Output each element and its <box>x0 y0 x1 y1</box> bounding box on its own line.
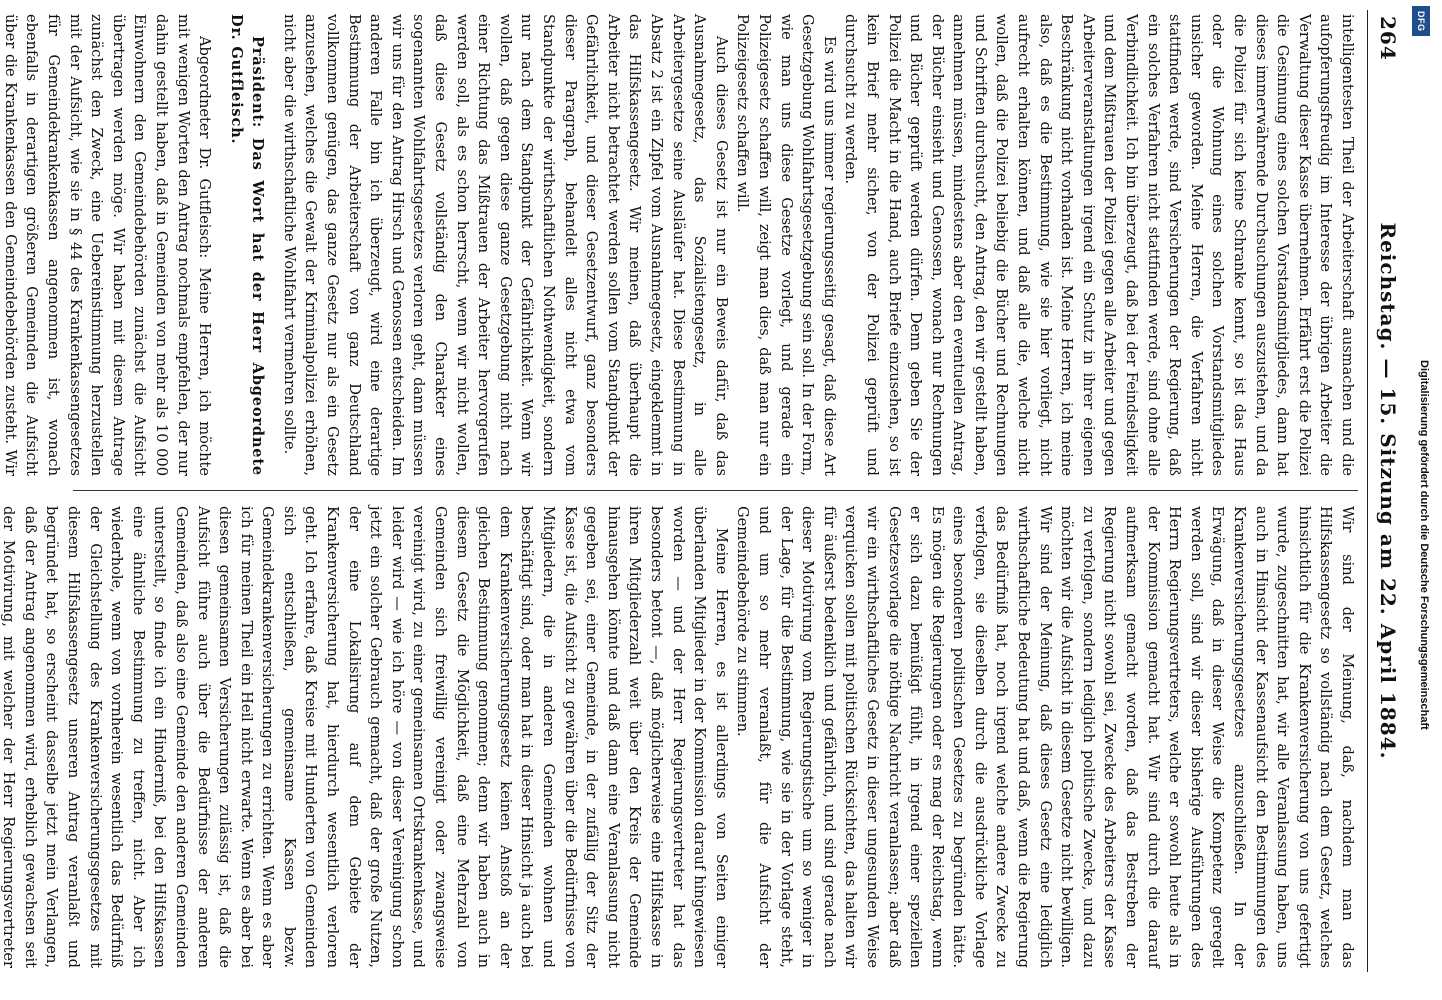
digitization-credit-text: Digitalisierung gefördert durch die Deutsche Forschungsgemeinschaft <box>1418 360 1430 730</box>
right-column <box>0 506 1358 968</box>
column-divider <box>73 490 1358 491</box>
dfg-logo: DFG <box>1412 6 1430 36</box>
paragraph: Es wird uns immer regierungsseitig gesagt, daß diese Art Gesetzgebung Wohlfahrtsgesetzgebung sein soll. In der Form, wie man uns diese Gesetze vorlegt, und gerade ein Polizeigesetz schaffen will, zeigt man dies, daß man nur ein Polizeigesetz schaffen will. <box>734 14 838 476</box>
page-header <box>1367 10 1408 972</box>
paragraph: Meine Herren, es ist allerdings von Seiten einiger überlanden Mitglieder in der Kommission darauf hingewiesen worden — und der Herr Regierungsvertreter hat das besonders betont —, daß möglicherweise eine Hilfskasse in ihren Mitgliederzahl weit über den Kreis der Gemeinde hinausgehen könnte und daß dann eine Veranlassung nicht gegeben sei, einer Gemeinde, in der zufällig der Sitz der Kasse ist, die Aufsicht zu gewähren über die Bedürfnisse von Mitgliedern, die in anderen Gemeinden wohnen und beschäftigt sind, oder man hat in dieser Hinsicht ja auch bei dem Krankenversicherungsgesetz keinen Anstoß an der gleichen Bestimmung genommen; denn wir haben auch in diesem Gesetz die Möglichkeit, daß eine Mehrzahl von Gemeinden sich freiwillig vereinigt oder zwangsweise vereinigt wird, zu einer gemeinsamen Ortskrankenkasse, und leider wird — wie ich höre — von dieser Vereinigung schon jetzt ein solcher Gebrauch gemacht, daß der große Nutzen, der eine Lokalisirung auf dem Gebiete der Krankenversicherung hat, hierdurch wesentlich verloren geht. Ich erfahre, daß Kreise mit Hunderten von Gemeinden sich entschließen, gemeinsame Kassen bezw. Gemeindekrankenversicherungen zu errichten. Wenn es aber ich für meinen Theil ein Heil nicht erwarte. Wenn es aber bei diesen gemeinsamen Versicherungen zulässig ist, daß die Aufsicht führe auch über die Bedürfnisse der anderen Gemeinden, daß also eine Gemeinde den anderen Gemeinden unterstellt, so finde ich ein Hinderniß, bei den Hilfskassen eine ähnliche Bestimmung zu treffen, nicht. Aber ich wiederhole, wenn von vornherein wesentlich das Bedürfniß der Gleichstellung des Krankenversicherungsgesetzes mit diesem Hilfskassengesetz unseren Antrag veranlaßt und begründet hat, so erscheint dasselbe jetzt mein Verlangen, daß der Antrag angenommen wird, erheblich gewachsen seit der Motivirung, mit welcher der Herr Regierungsvertreter <box>0 506 730 968</box>
left-column <box>1 14 1358 476</box>
paragraph: Wir sind der Meinung, daß, nachdem man das Hilfskassengesetz so vollständig nach dem Gesetz, welches hinsichtlich für die Krankenversicherung von uns gefertigt wurde, zugeschnitten hat, wir alle Veranlassung haben, uns auch in Hinsicht der Kassenaufsicht den Bestimmungen des Krankenversicherungsgesetzes anzuschließen. In der Erwägung, daß in dieser Weise die Kompetenz geregelt werden soll, sind wir dieser bisherige Ausführungen des Herrn Regierungsvertreters, welche er sowohl heute als in der Kommission gemacht hat. Wir sind durch die darauf aufmerksam gemacht worden, daß das Bestreben der Regierung nicht sowohl sei, Zwecke des Arbeiters der Kasse zu verfolgen, sondern lediglich politische Zwecke, und dazu möchten wir die Aufsicht in diesem Gesetze nicht bewilligen. Wir sind der Meinung, daß dieses Gesetz eine lediglich wirthschaftliche Bedeutung hat und daß, wenn die Regierung das Bedürfniß hat, noch irgend welche andere Zwecke zu verfolgen, sie dieselben durch die ausdrückliche Vorlage eines besonderen politischen Gesetzes zu begründen hätte. Es mögen die Regierungen oder es mag der Reichstag, wenn er sich dazu bemüßigt fühlt, in irgend einer speziellen Gesetzesvorlage die nöthige Nachricht veranlassen; aber daß wir ein wirthschaftliches Gesetz in dieser ungesunden Weise verquicken sollen mit politischen Rücksichten, das halten wir für äußerst bedenklich und gefährlich, und sind gerade nach dieser Motivirung vom Regierungstische um so weniger in der Lage, für die Bestimmung, wie sie in der Vorlage steht, und um so mehr veranlaßt, für die Aufsicht der Gemeindebehörde zu stimmen. <box>734 506 1356 968</box>
paragraph: Abgeordneter Dr. Gutfleisch: Meine Herren, ich möchte mit wenigen Worten den Antrag nochmals empfehlen, der nur dahin gestellt haben, daß in Gemeinden von mehr als 10 000 Einwohnern den Gemeindebehörden zunächst die Aufsicht übertragen werden möge. Wir haben mit diesem Antrage zunächst den Zweck, eine Uebereinstimmung herzustellen mit der Aufsicht, wie sie in § 44 des Krankenkassengesetzes für Gemeindekrankenkassen angenommen ist, wonach ebenfalls in derartigen größeren Gemeinden die Aufsicht über die Krankenkassen den Gemeindebehörden zusteht. Wir <box>1 14 214 476</box>
running-title: Reichstag. — 15. Sitzung am 22. April 1884. <box>1376 222 1400 760</box>
paragraph: intelligentesten Theil der Arbeiterschaft ausmachen und die aufopferungsfreudig im Interesse der übrigen Arbeiter die Verwaltung dieser Kasse übernehmen. Erfährt erst die Polizei die Gesinnung eines solchen Vorstandsmitgliedes, dann hat dieses immerwährende Durchsuchungen auszustehen, und da die Polizei für sich keine Schranke kennt, so ist das Haus oder die Wohnung eines solchen Vorstandsmitgliedes unsicher geworden. Meine Herren, die Verfahren nicht stattfinden werde, sind Versicherungen der Regierung, daß ein solches Verfahren nicht stattfinden werde, sind ohne alle Verbindlichkeit. Ich bin überzeugt, daß bei der Feindseligkeit und dem Mißtrauen der Polizei gegen alle Arbeiter und gegen Arbeiterveranstaltungen irgend ein Schutz in ihrer eigenen Beschränkung nicht vorhanden ist. Meine Herren, ich meine also, daß es die Bestimmung, wie sie hier vorliegt, nicht aufrecht erhalten können, und daß alle die, welche nicht wollen, daß die Polizei beliebig die Bücher und Rechnungen und Schriften durchsucht, den Antrag, den wir gestellt haben, annehmen müssen, mindestens aber den eventuellen Antrag, der Bücher einsieht und Genossen, wonach nur Rechnungen und Bücher geprüft werden dürfen. Denn geben Sie der Polizei die Macht in die Hand, auch Briefe einzusehen, so ist kein Brief mehr sicher, von der Polizei geprüft und durchsucht zu werden. <box>842 14 1356 476</box>
page-number: 264 <box>1376 16 1400 61</box>
paragraph: Auch dieses Gesetz ist nur ein Beweis dafür, daß das Ausnahmegesetz, das Sozialistengesetz, in alle Arbeitergesetze seine Ausläufer hat. Diese Bestimmung in Absatz 2 ist ein Zipfel vom Ausnahmegesetz, eingeklemmt in das Hilfskassengesetz. Wir meinen, daß überhaupt die Arbeiter nicht betrachtet werden sollen vom Standpunkt der Gefährlichkeit, und dieser Gesetzentwurf, ganz besonders dieser Paragraph, behandelt alles nicht etwa vom Standpunkte der wirthschaftlichen Nothwendigkeit, sondern nur nach dem Standpunkt der Gefährlichkeit. Wenn wir wollen, daß gegen diese ganze Gesetzgebung nicht nach einer Richtung das Mißtrauen der Arbeiter hervorgerufen werden soll, als es schon herrscht, wenn wir nicht wollen, daß diese Gesetz vollständig den Charakter eines sogenannten Wohlfahrtsgesetzes verloren geht, dann müssen wir uns für den Antrag Hirsch und Genossen entscheiden. Im anderen Falle bin ich überzeugt, wird eine derartige Bestimmung der Arbeiterschaft von ganz Deutschland vollkommen genügen, das ganze Gesetz nur als ein Gesetz anzusehen, welches die Gewalt der Kriminalpolizei erhöhen, nicht aber die wirthschaftliche Wohlfahrt vermehren sollte. <box>280 14 730 476</box>
speaker-line: Präsident: Das Wort hat der Herr Abgeordnete Dr. Gutfleisch. <box>227 14 267 476</box>
digitization-credit <box>1412 360 1442 1000</box>
document-page <box>0 10 1408 972</box>
